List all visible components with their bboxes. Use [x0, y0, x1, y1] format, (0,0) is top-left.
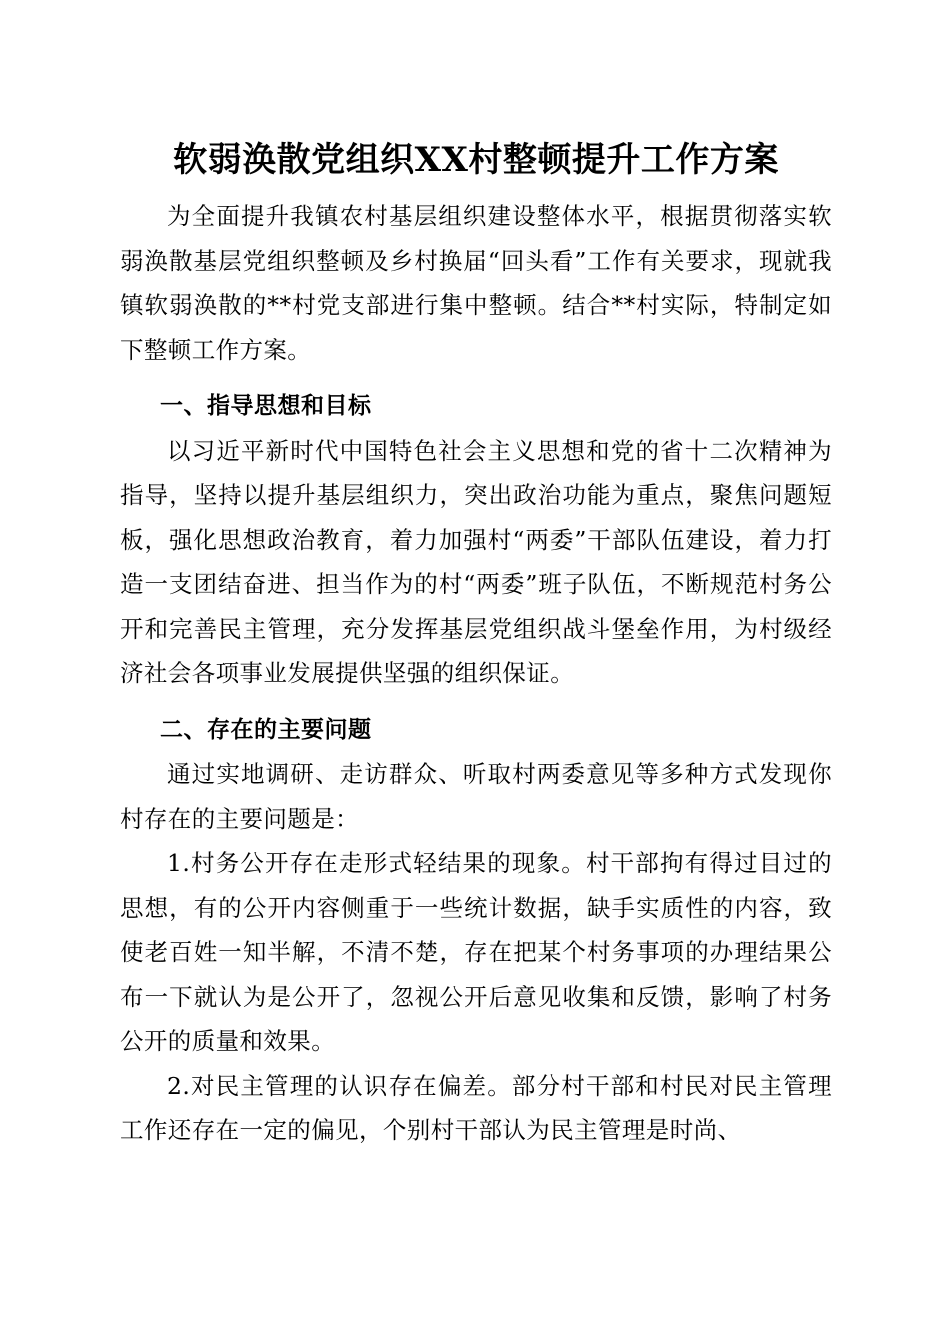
problem-1-paragraph: 1.村务公开存在走形式轻结果的现象。村干部拘有得过目过的思想，有的公开内容侧重于一些统计数据，缺手实质性的内容，致使老百姓一知半解，不清不楚，存在把某个村务事项的办理结果公布一下就认为是公开了，忽视公开后意见收集和反馈，影响了村务公开的质量和效果。	[120, 849, 832, 1055]
section-heading-main-problems: 二、存在的主要问题	[160, 716, 372, 743]
section-1-paragraph: 以习近平新时代中国特色社会主义思想和党的省十二次精神为指导，坚持以提升基层组织力，突出政治功能为重点，聚焦问题短板，强化思想政治教育，着力加强村“两委”干部队伍建设，着力打造一支团结奋进、担当作为的村“两委”班子队伍，不断规范村务公开和完善民主管理，充分发挥基层党组织战斗堡垒作用，为村级经济社会各项事业发展提供坚强的组织保证。	[120, 436, 832, 687]
intro-paragraph: 为全面提升我镇农村基层组织建设整体水平，根据贯彻落实软弱涣散基层党组织整顿及乡村换届“回头看”工作有关要求，现就我镇软弱涣散的**村党支部进行集中整顿。结合**村实际，特制定如下整顿工作方案。	[120, 202, 832, 364]
problem-2-paragraph: 2.对民主管理的认识存在偏差。部分村干部和村民对民主管理工作还存在一定的偏见，个别村干部认为民主管理是时尚、	[120, 1071, 832, 1144]
document-title: 软弱涣散党组织XX村整顿提升工作方案	[173, 140, 779, 180]
section-heading-guiding-thought: 一、指导思想和目标	[160, 393, 372, 419]
section-2-intro-paragraph: 通过实地调研、走访群众、听取村两委意见等多种方式发现你村存在的主要问题是：	[120, 760, 832, 833]
document-body	[120, 132, 832, 1153]
